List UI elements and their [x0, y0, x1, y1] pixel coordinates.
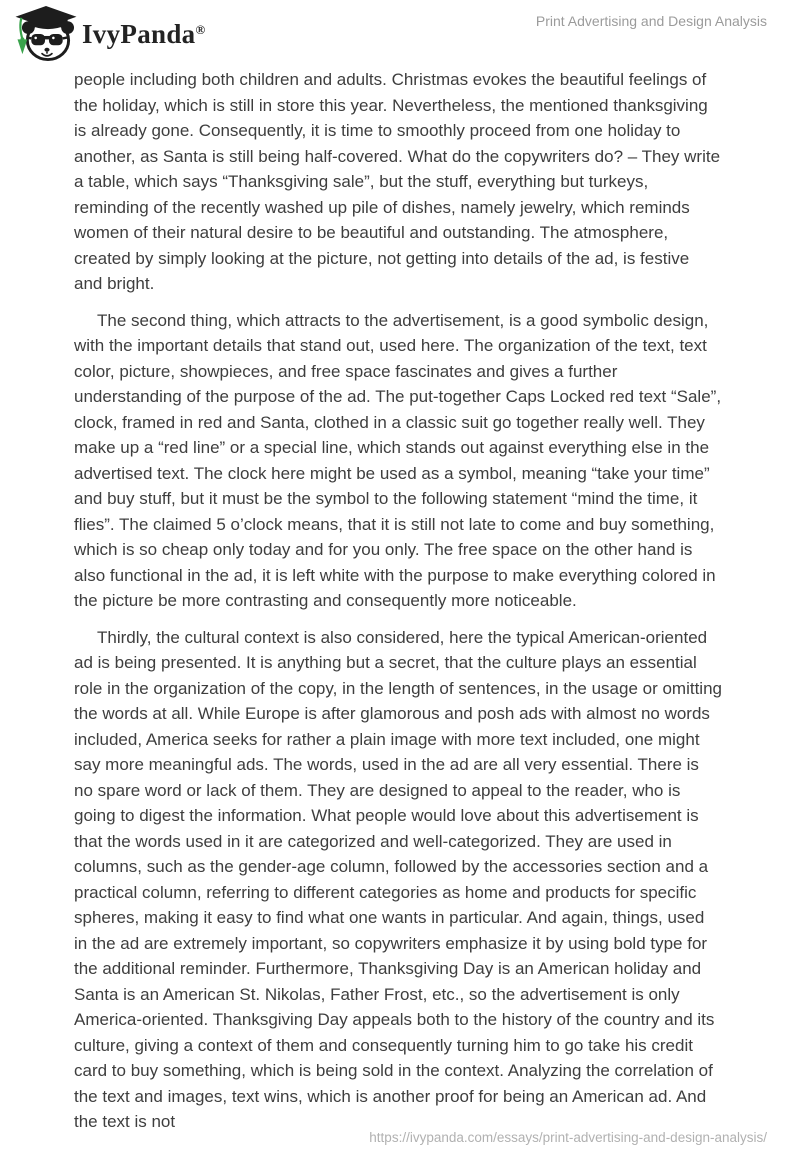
essay-paragraph: people including both children and adults. Christmas evokes the beautiful feelings of the holiday, which is still in store this year. Nevertheless, the mentioned thanksgiving is already gone. Consequently, it is time to smoothly proceed from one holiday to another, as Santa is still being half-covered. What do the copywriters do? – They write a table, which says “Thanksgiving sale”, but the stuff, everything but turkeys, reminding of the recently washed up pile of dishes, namely jewelry, which reminds women of their natural desire to be beautiful and outstanding. The atmosphere, created by simply looking at the picture, not getting into details of the ad, is festive and bright. — [74, 70, 721, 293]
essay-paragraph: Thirdly, the cultural context is also considered, here the typical American-oriented ad is being presented. It is anything but a secret, that the culture plays an essential role in the organization of the copy, in the length of sentences, in the usage or omitting the words at all. While Europe is after glamorous and posh ads with almost no words included, America seeks for rather a plain image with more text included, one might say more meaningful ads. The words, used in the ad are all very essential. There is no spare word or lack of them. They are designed to appeal to the reader, who is going to digest the information. What people would love about this advertisement is that the words used in it are categorized and well-categorized. They are used in columns, such as the gender-age column, followed by the accessories section and a practical column, referring to different categories as home and products for specific spheres, making it easy to find what one wants in particular. And again, things, used in the ad are extremely important, so copywriters emphasize it by using bold type for the additional reminder. Furthermore, Thanksgiving Day is an American holiday and Santa is an American St. Nikolas, Father Frost, etc., so the advertisement is only America-oriented. Thanksgiving Day appeals both to the history of the country and its culture, giving a context of them and consequently turning him to go take his credit card to buy something, which is being sold in the context. Analyzing the correlation of the text and images, text wins, which is another proof for being an American ad. And the text is not — [74, 627, 722, 1131]
essay-body — [74, 67, 722, 1146]
brand-name: IvyPanda — [82, 19, 196, 49]
essay-paragraph: The second thing, which attracts to the advertisement, is a good symbolic design, with the important details that stand out, used here. The organization of the text, text color, picture, showpieces, and free space fascinates and gives a further understanding of the purpose of the ad. The put-together Caps Locked red text “Sale”, clock, framed in red and Santa, clothed in a classic suit go together really well. They make up a “red line” or a special line, which stands out against everything else in the advertised text. The clock here might be used as a symbol, meaning “take your time” and buy stuff, but it must be the symbol to the following statement “mind the time, it flies”. The claimed 5 o’clock means, that it is still not late to come and buy something, which is so cheap only today and for you only. The free space on the other hand is also functional in the ad, it is left white with the purpose to make everything colored in the picture be more contrasting and consequently more noticeable. — [74, 310, 722, 610]
document-title: Print Advertising and Design Analysis — [535, 13, 767, 29]
panda-graduation-cap-icon — [14, 5, 78, 62]
registered-trademark-mark: ® — [195, 22, 206, 37]
page-header — [0, 0, 800, 66]
source-url-link[interactable]: https://ivypanda.com/essays/print-advertising-and-design-analysis/ — [369, 1130, 767, 1145]
brand-wordmark — [82, 21, 205, 48]
